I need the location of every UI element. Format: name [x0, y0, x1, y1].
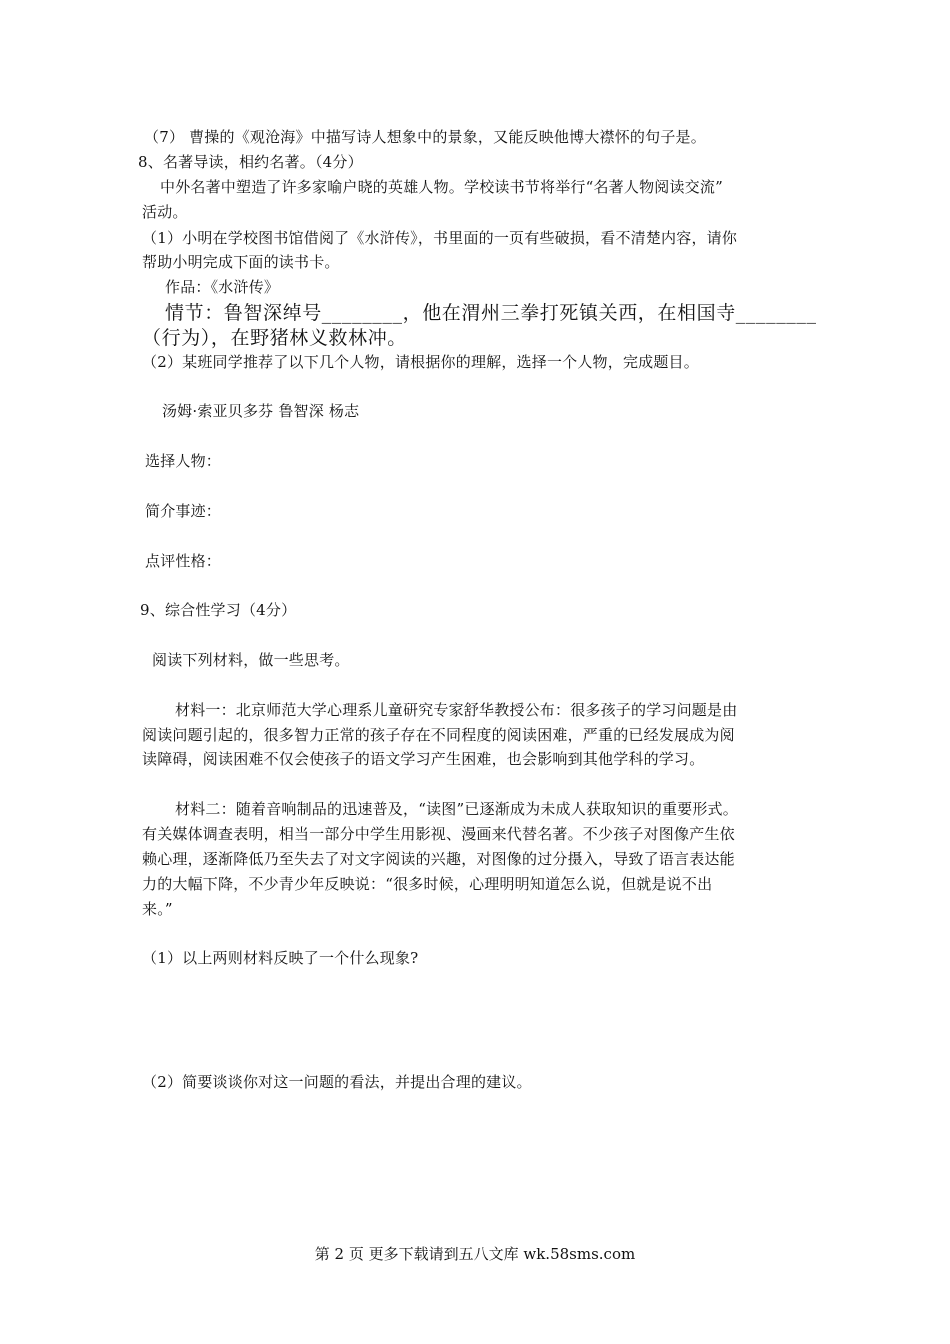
page-footer: 第 2 页 更多下载请到五八文库 wk.58sms.com: [314, 1245, 636, 1263]
reading-card-work: 作品：《水浒传》: [165, 278, 280, 296]
material-2-line-4: 力的大幅下降，不少青少年反映说：“很多时候，心理明明知道怎么说，但就是说不出: [142, 875, 713, 893]
question-8-title: 8、名著导读，相约名著。（4分）: [138, 153, 363, 171]
material-2-line-5: 来。”: [142, 900, 173, 918]
question-9-title: 9、综合性学习（4分）: [140, 601, 297, 619]
reading-card-plot-line-2: （行为），在野猪林义救林冲。: [142, 327, 407, 349]
material-2-line-2: 有关媒体调查表明，相当一部分中学生用影视、漫画来代替名著。不少孩子对图像产生依: [142, 825, 735, 843]
character-comment-label: 点评性格：: [145, 552, 222, 570]
material-1-line-1: 材料一：北京师范大学心理系儿童研究专家舒华教授公布：很多孩子的学习问题是由: [175, 701, 738, 719]
material-1-line-2: 阅读问题引起的，很多智力正常的孩子存在不同程度的阅读困难，严重的已经发展成为阅: [142, 726, 735, 744]
material-2-line-1: 材料二：随着音响制品的迅速普及，“读图”已逐渐成为未成人获取知识的重要形式。: [175, 800, 738, 818]
question-9-intro: 阅读下列材料，做一些思考。: [152, 651, 350, 669]
character-list: 汤姆·索亚贝多芬 鲁智深 杨志: [162, 402, 360, 420]
question-9-part-2: （2）简要谈谈你对这一问题的看法，并提出合理的建议。: [142, 1073, 532, 1091]
reading-card-plot-line-1: 情节：鲁智深绰号________，他在渭州三拳打死镇关西，在相国寺________: [165, 302, 817, 324]
material-2-line-3: 赖心理，逐渐降低乃至失去了对文字阅读的兴趣，对图像的过分摄入，导致了语言表达能: [142, 850, 735, 868]
question-8-intro-line-1: 中外名著中塑造了许多家喻户晓的英雄人物。学校读书节将举行“名著人物阅读交流”: [160, 178, 723, 196]
question-8-intro-line-2: 活动。: [142, 203, 188, 221]
question-7: （7） 曹操的《观沧海》中描写诗人想象中的景象，又能反映他博大襟怀的句子是。: [144, 128, 706, 146]
question-8-part-2: （2）某班同学推荐了以下几个人物，请根据你的理解，选择一个人物，完成题目。: [142, 353, 699, 371]
choose-character-label: 选择人物：: [145, 452, 222, 470]
question-9-part-1: （1）以上两则材料反映了一个什么现象?: [142, 949, 419, 967]
material-1-line-3: 读障碍，阅读困难不仅会使孩子的语文学习产生困难，也会影响到其他学科的学习。: [142, 750, 705, 768]
question-8-part-1-line-2: 帮助小明完成下面的读书卡。: [142, 253, 340, 271]
question-8-part-1-line-1: （1）小明在学校图书馆借阅了《水浒传》，书里面的一页有些破损，看不清楚内容，请你: [142, 229, 738, 247]
character-deeds-label: 简介事迹：: [145, 502, 222, 520]
